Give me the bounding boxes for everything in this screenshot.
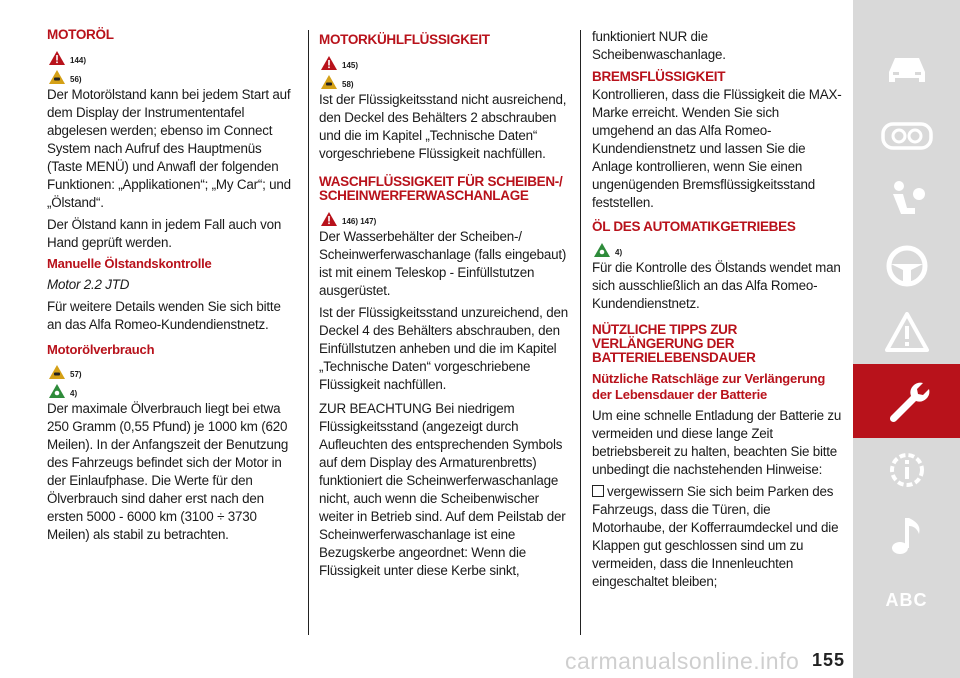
dashboard-icon: [881, 120, 933, 152]
warning-icon: [885, 312, 929, 352]
paragraph: Der Wasserbehälter der Scheiben-/ Scheinwerferwaschanlage (falls eingebaut) ist mit einem Teleskop - Einfüllstutzen ausgerüstet.: [319, 229, 567, 298]
heading-tipps: NÜTZLICHE TIPPS ZUR VERLÄNGERUNG DER BATTERIELEBENSDAUER: [592, 322, 756, 365]
warning-ref: 144): [49, 48, 295, 67]
column-3: [592, 28, 842, 595]
heading-wasch: WASCHFLÜSSIGKEIT FÜR SCHEIBEN-/ SCHEINWERFERWASCHANLAGE: [319, 174, 563, 203]
paragraph: Für weitere Details wenden Sie sich bitte an das Alfa Romeo-Kundendienstnetz.: [47, 299, 281, 332]
sidebar-item-driving[interactable]: [853, 236, 960, 296]
heading-automatik: ÖL DES AUTOMATIKGETRIEBES: [592, 219, 796, 234]
caution-car-icon: [49, 365, 65, 379]
heading-motoroel: MOTORÖL: [47, 27, 114, 42]
paragraph: Kontrollieren, dass die Flüssigkeit die MAX-Marke erreicht. Wenden Sie sich umgehend an das Alfa Romeo-Kundendienstnetz und lassen Sie die Anlage kontrollieren, wenn Sie einen ungenügenden Bremsflüssigkeitsstand feststellen.: [592, 87, 842, 210]
environment-ref: 4): [49, 381, 295, 400]
sidebar-item-safety[interactable]: [853, 170, 960, 230]
caution-ref: 56): [49, 67, 295, 86]
engine-type: Motor 2.2 JTD: [47, 277, 130, 292]
bullet-item: vergewissern Sie sich beim Parken des Fahrzeugs, dass die Türen, die Motorhaube, der Kofferraumdeckel und die Klappen gut geschlossen sind um zu vermeiden, dass die Innenleuchten eingeschaltet bleiben;: [592, 484, 839, 589]
paragraph: Für die Kontrolle des Ölstands wendet man sich ausschließlich an das Alfa Romeo-Kundendienstnetz.: [592, 260, 841, 311]
environment-leaf-icon: [49, 384, 65, 398]
warning-ref: 146) 147): [321, 209, 569, 228]
steering-wheel-icon: [885, 244, 929, 288]
caution-car-icon: [49, 70, 65, 84]
sidebar-item-multimedia[interactable]: [853, 506, 960, 566]
environment-leaf-icon: [594, 243, 610, 257]
watermark: carmanualsonline.info: [565, 648, 800, 674]
column-divider: [580, 30, 581, 635]
caution-car-icon: [321, 75, 337, 89]
music-note-icon: [887, 514, 927, 558]
sidebar-item-index[interactable]: [853, 570, 960, 630]
caution-ref: 58): [321, 72, 569, 91]
paragraph: Um eine schnelle Entladung der Batterie zu vermeiden und diese lange Zeit betriebsbereit zu halten, beachten Sie bitte unbedingt die nachstehenden Hinweise:: [592, 408, 842, 477]
danger-triangle-icon: [321, 56, 337, 70]
heading-kuehl: MOTORKÜHLFLÜSSIGKEIT: [319, 32, 490, 47]
environment-ref: 4): [594, 240, 842, 259]
paragraph: Der Motorölstand kann bei jedem Start auf dem Display der Instrumententafel abgelesen werden; ebenso im Connect System nach Aufruf des Hauptmenüs (Taste MENÜ) und Anwafl der folgenden Funktionen: „Applikationen“; „My Car“; und „Ölstand“.: [47, 87, 291, 210]
subheading-ratschlaege: Nützliche Ratschläge zur Verlängerung der Lebensdauer der Batterie: [592, 371, 826, 402]
sidebar-item-dashboard[interactable]: [853, 106, 960, 166]
abc-index-label: ABC: [885, 589, 928, 610]
paragraph: funktioniert NUR die Scheibenwaschanlage.: [592, 29, 726, 62]
sidebar-item-technical-data[interactable]: [853, 440, 960, 500]
paragraph: Der Ölstand kann in jedem Fall auch von Hand geprüft werden.: [47, 217, 282, 250]
heading-brems: BREMSFLÜSSIGKEIT: [592, 69, 726, 84]
chapter-sidebar: [853, 0, 960, 678]
column-divider: [308, 30, 309, 635]
gear-info-icon: [884, 447, 930, 493]
warning-ref: 145): [321, 53, 569, 72]
danger-triangle-icon: [321, 212, 337, 226]
airbag-icon: [885, 178, 929, 222]
sidebar-item-car[interactable]: [853, 40, 960, 100]
paragraph: ZUR BEACHTUNG Bei niedrigem Flüssigkeitsstand (angezeigt durch Aufleuchten des entsprechenden Symbols auf dem Display des Armaturenbretts) funktioniert die Scheinwerferwaschanlage nicht, auch wenn die Scheibenwischer weiter in Betrieb sind. Auf dem Peilstab der Scheinwerferwaschanlage ist eine Bezugskerbe angeordnet: Wenn die Flüssigkeit unter diese Kerbe sinkt,: [319, 401, 566, 578]
sidebar-item-maintenance[interactable]: [853, 364, 960, 438]
paragraph: Der maximale Ölverbrauch liegt bei etwa 250 Gramm (0,55 Pfund) je 1000 km (620 Meilen). In der Anfangszeit der Benutzung des Fahrzeugs befindet sich der Motor in der Einlaufphase. Die Werte für den Ölverbrauch sind daher erst nach den ersten 5000 - 6000 km (3100 ÷ 3730 Meilen) als stabil zu betrachten.: [47, 401, 289, 542]
checkbox-bullet-icon: [592, 485, 604, 497]
page-number: 155: [812, 650, 846, 670]
paragraph: Ist der Flüssigkeitsstand unzureichend, den Deckel 4 des Behälters abschrauben, den Einfüllstutzen anheben und die im Kapitel „Technische Daten“ vorgeschriebene Flüssigkeit nachfüllen.: [319, 305, 568, 392]
paragraph: Ist der Flüssigkeitsstand nicht ausreichend, den Deckel des Behälters 2 abschrauben und die im Kapitel „Technische Daten“ vorgeschriebene Flüssigkeit nachfüllen.: [319, 92, 567, 161]
danger-triangle-icon: [49, 51, 65, 65]
caution-ref: 57): [49, 362, 295, 381]
column-1: [47, 28, 295, 548]
car-icon: [883, 52, 931, 88]
sidebar-item-emergency[interactable]: [853, 302, 960, 362]
subheading-manuelle: Manuelle Ölstandskontrolle: [47, 256, 212, 271]
column-2: [319, 28, 569, 584]
subheading-verbrauch: Motorölverbrauch: [47, 342, 155, 357]
wrench-icon: [883, 377, 931, 425]
